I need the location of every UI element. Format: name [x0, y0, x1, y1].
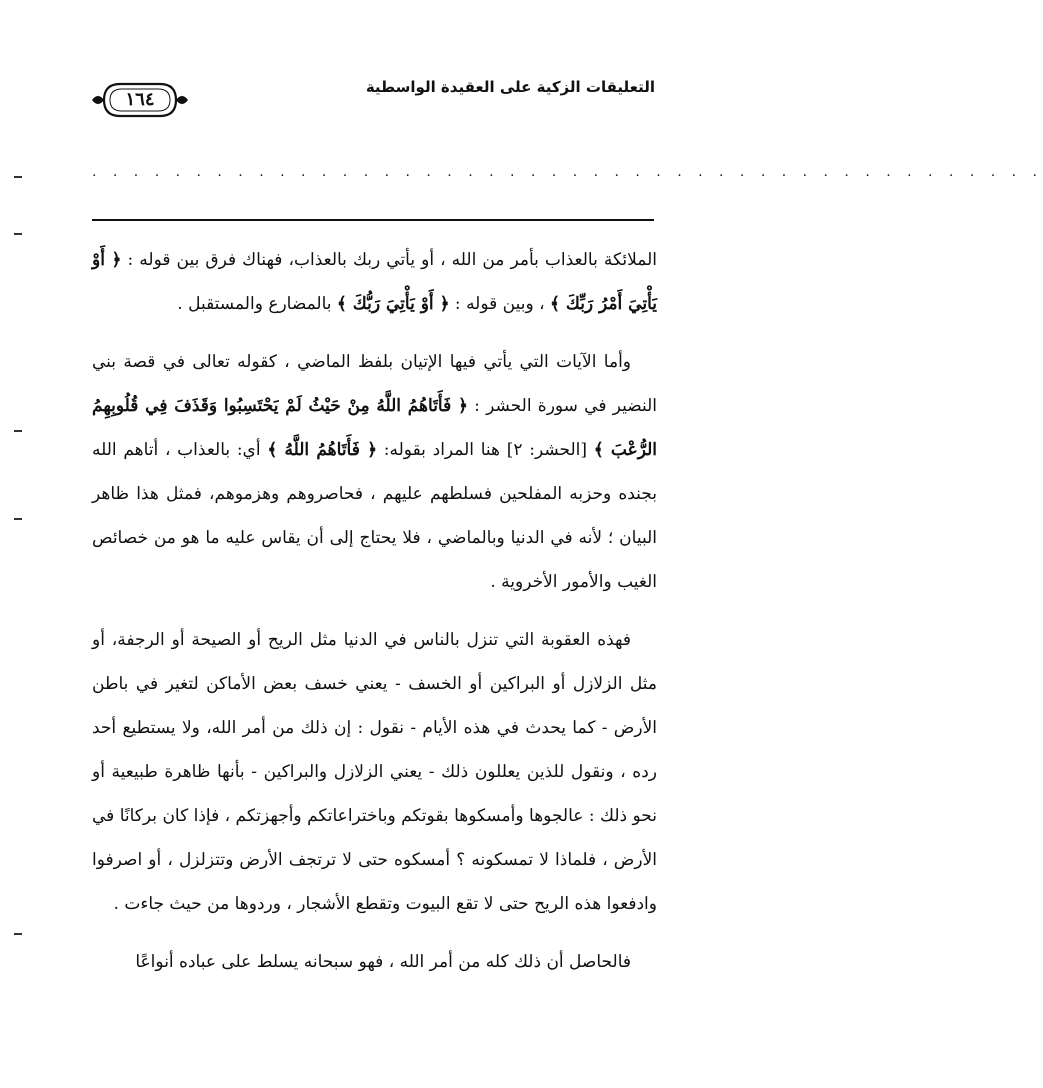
text-run: بالمضارع والمستقبل . [177, 294, 337, 314]
separator-dots: . . . . . . . . . . . . . . . . . . . . . . . . . . . . . . . . . . . . . . . . . . . . . . [92, 164, 1043, 180]
text-run: الملائكة بالعذاب بأمر من الله ، أو يأتي ربك بالعذاب، فهناك فرق بين قوله : [121, 250, 658, 270]
margin-mark [14, 933, 22, 935]
text-run: [الحشر: ٢] هنا المراد بقوله: [377, 440, 594, 460]
quran-verse: ﴿ فَأَتَاهُمُ اللَّهُ مِنْ حَيْثُ لَمْ يَحْتَسِبُوا وَقَذَفَ فِي قُلُوبِهِمُ الرُّعْبَ ﴾ [92, 396, 658, 460]
text-run: أي: بالعذاب ، أتاهم الله بجنده وحزبه المفلحين فسلطهم عليهم ، فحاصروهم وهزموهم، فمثل هذا ظاهر البيان ؛ لأنه في الدنيا وبالماضي ، فلا يحتاج إلى أن يقاس عليه ما هو من خصائص الغيب والأمور الأخروية . [92, 440, 657, 592]
margin-mark [14, 518, 22, 520]
quran-verse: ﴿ أَوْ يَأْتِيَ أَمْرُ رَبِّكَ ﴾ [92, 250, 657, 314]
margin-mark [14, 176, 22, 178]
text-run: ، وبين قوله : [449, 294, 550, 314]
header-rule [92, 219, 654, 221]
book-title: التعليقات الزكية على العقيدة الواسطية [365, 78, 655, 96]
text-run: وأما الآيات التي يأتي فيها الإتيان بلفظ الماضي ، كقوله تعالى في قصة بني النضير في سورة الحشر : [92, 352, 657, 416]
text-run: فهذه العقوبة التي تنزل بالناس في الدنيا مثل الريح أو الصيحة أو الرجفة، أو مثل الزلازل أو البراكين أو الخسف - يعني خسف بعض الأماكن لتغير في باطن الأرض - كما يحدث في هذه الأيام - نقول : إن ذلك من أمر الله، ولا يستطيع أحد رده ، ونقول للذين يعللون ذلك - يعني الزلازل والبراكين - بأنها ظاهرة طبيعية أو نحو ذلك : عالجوها وأمسكوها بقوتكم وباختراعاتكم وأجهزتكم ، فإذا كان بركانًا في الأرض ، فلماذا لا تمسكونه ؟ أمسكوه حتى لا ترتجف الأرض وتتزلزل ، أو اصرفوا وادفعوا هذه الريح حتى لا تقع البيوت وتقطع الأشجار ، وردوها من حيث جاءت . [92, 630, 657, 914]
paragraph [92, 238, 657, 326]
main-text [92, 238, 657, 984]
paragraph [92, 340, 657, 604]
quran-verse: ﴿ فَأَتَاهُمُ اللَّهُ ﴾ [267, 440, 378, 460]
margin-mark [14, 233, 22, 235]
page-number: ١٦٤ [125, 89, 155, 110]
page-header [90, 66, 655, 126]
text-run: فالحاصل أن ذلك كله من أمر الله ، فهو سبحانه يسلط على عباده أنواعًا [135, 952, 631, 972]
margin-mark [14, 430, 22, 432]
paragraph [92, 940, 657, 984]
page-number-frame [90, 80, 190, 120]
quran-verse: ﴿ أَوْ يَأْتِيَ رَبُّكَ ﴾ [336, 294, 450, 314]
paragraph [92, 618, 657, 926]
